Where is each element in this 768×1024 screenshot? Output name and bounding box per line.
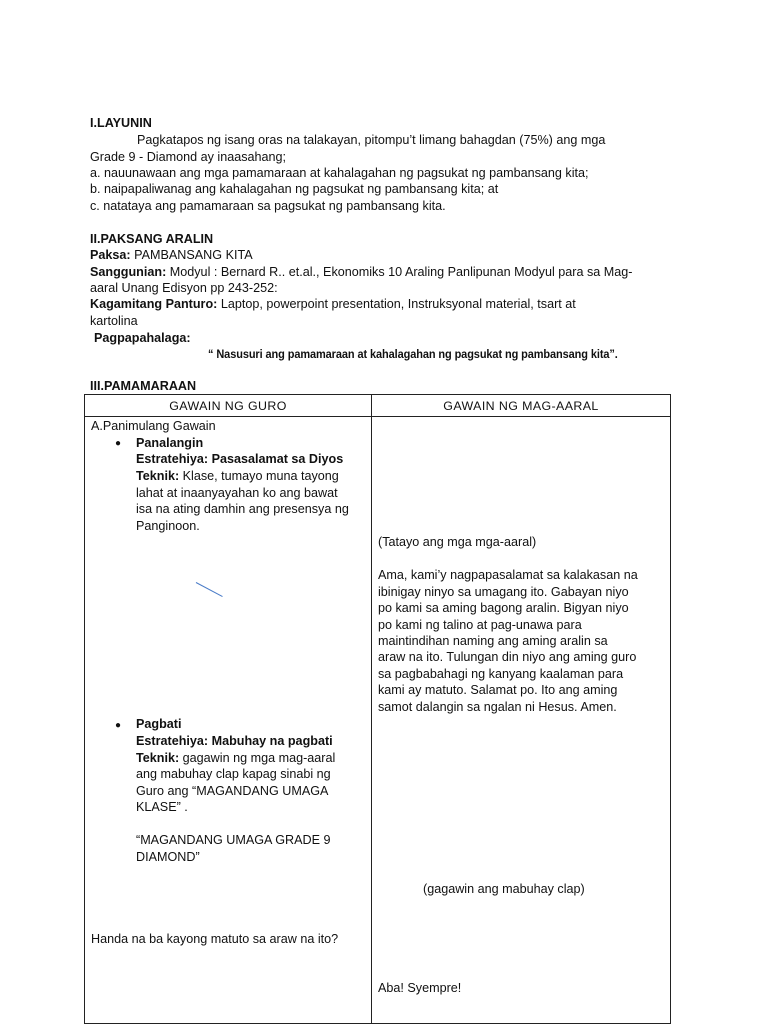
teknik-label: Teknik: xyxy=(136,469,180,483)
prayer-line: ibinigay ninyo sa umagang ito. Gabayan niyo xyxy=(378,585,629,599)
panalangin-line: isa na ating damhin ang presensya ng xyxy=(136,502,349,516)
table-body-row xyxy=(85,417,671,1024)
sanggunian-row xyxy=(90,264,632,280)
objective-c: c. natataya ang pamamaraan sa pagsukat ng pambansang kita. xyxy=(90,199,446,213)
tatayo-text: (Tatayo ang mga mga-aaral) xyxy=(378,535,537,549)
layunin-intro-line-2: Grade 9 - Diamond ay inaasahang; xyxy=(90,150,287,164)
panalangin-teknik xyxy=(136,468,339,485)
panalangin-title: Panalangin xyxy=(136,436,204,450)
paksa-label: Paksa: xyxy=(90,248,131,262)
bullet-icon: ● xyxy=(115,438,122,449)
kagamitan-row xyxy=(90,296,576,312)
kagamitan-value-cont: kartolina xyxy=(90,314,138,328)
pagbati-estratehiya: Estratehiya: Mabuhay na pagbati xyxy=(136,734,333,748)
teknik-label: Teknik: xyxy=(136,751,180,765)
paksa-value: PAMBANSANG KITA xyxy=(130,248,253,262)
table-header-row xyxy=(85,395,671,417)
col-header-guro: GAWAIN NG GURO xyxy=(85,395,372,417)
kagamitan-value: Laptop, powerpoint presentation, Instruksyonal material, tsart at xyxy=(217,297,576,311)
clap-text: (gagawin ang mabuhay clap) xyxy=(423,882,585,896)
pagpapahalaga-quote: “ Nasusuri ang pamamaraan at kahalagahan ng pagsukat ng pambansang kita”. xyxy=(208,347,618,361)
layunin-intro-line-1: Pagkatapos ng isang oras na talakayan, pitompu’t limang bahagdan (75%) ang mga xyxy=(137,133,606,147)
sanggunian-value: Modyul : Bernard R.. et.al., Ekonomiks 10 Araling Panlipunan Modyul para sa Mag- xyxy=(166,265,633,279)
pagbati-title: Pagbati xyxy=(136,717,182,731)
section-title: A.Panimulang Gawain xyxy=(91,419,216,433)
pagbati-quote: “MAGANDANG UMAGA GRADE 9 xyxy=(136,833,331,847)
prayer-line: po kami sa aming bagong aralin. Bigyan niyo xyxy=(378,601,629,615)
col-header-magaaral: GAWAIN NG MAG-AARAL xyxy=(372,395,671,417)
teknik-text: gagawin ng mga mag-aaral xyxy=(179,751,336,765)
magaaral-cell xyxy=(372,417,671,1024)
paksang-aralin-heading: II.PAKSANG ARALIN xyxy=(90,232,214,246)
objective-a: a. nauunawaan ang mga pamamaraan at kahalagahan ng pagsukat ng pambansang kita; xyxy=(90,166,589,180)
pagbati-line: ang mabuhay clap kapag sinabi ng xyxy=(136,767,331,781)
pagbati-line: Guro ang “MAGANDANG UMAGA xyxy=(136,784,329,798)
prayer-line: po kami ng talino at pag-unawa para xyxy=(378,618,582,632)
panalangin-line: lahat at inaanyayahan ko ang bawat xyxy=(136,486,338,500)
sanggunian-value-cont: aaral Unang Edisyon pp 243-252: xyxy=(90,281,278,295)
pagbati-quote: DIAMOND” xyxy=(136,850,200,864)
prayer-line: samot dalangin sa ngalan ni Hesus. Amen. xyxy=(378,700,617,714)
pagpapahalaga-label: Pagpapahalaga: xyxy=(94,331,191,345)
procedure-table xyxy=(84,394,671,1024)
handa-question: Handa na ba kayong matuto sa araw na ito? xyxy=(91,932,339,946)
objective-b: b. naipapaliwanag ang kahalagahan ng pagsukat ng pambansang kita; at xyxy=(90,182,499,196)
teknik-text: Klase, tumayo muna tayong xyxy=(179,469,339,483)
kagamitan-label: Kagamitang Panturo: xyxy=(90,297,218,311)
pagbati-line: KLASE” . xyxy=(136,800,188,814)
bullet-icon: ● xyxy=(115,720,122,731)
sanggunian-label: Sanggunian: xyxy=(90,265,167,279)
prayer-line: araw na ito. Tulungan din niyo ang aming guro xyxy=(378,650,637,664)
paksa-row xyxy=(90,247,253,263)
guro-cell xyxy=(85,417,372,1024)
panalangin-line: Panginoon. xyxy=(136,519,200,533)
prayer-line: Ama, kami’y nagpapasalamat sa kalakasan na xyxy=(378,568,638,582)
pagbati-teknik xyxy=(136,750,335,767)
sagot-text: Aba! Syempre! xyxy=(378,981,462,995)
prayer-line: maintindihan naming ang aming aralin sa xyxy=(378,634,608,648)
pamamaraan-heading: III.PAMAMARAAN xyxy=(90,379,197,393)
panalangin-estratehiya: Estratehiya: Pasasalamat sa Diyos xyxy=(136,452,344,466)
prayer-line: sa pagbabahagi ng kanyang kaalaman para xyxy=(378,667,624,681)
layunin-heading: I.LAYUNIN xyxy=(90,116,152,130)
prayer-line: kami ay matuto. Salamat po. Ito ang aming xyxy=(378,683,618,697)
